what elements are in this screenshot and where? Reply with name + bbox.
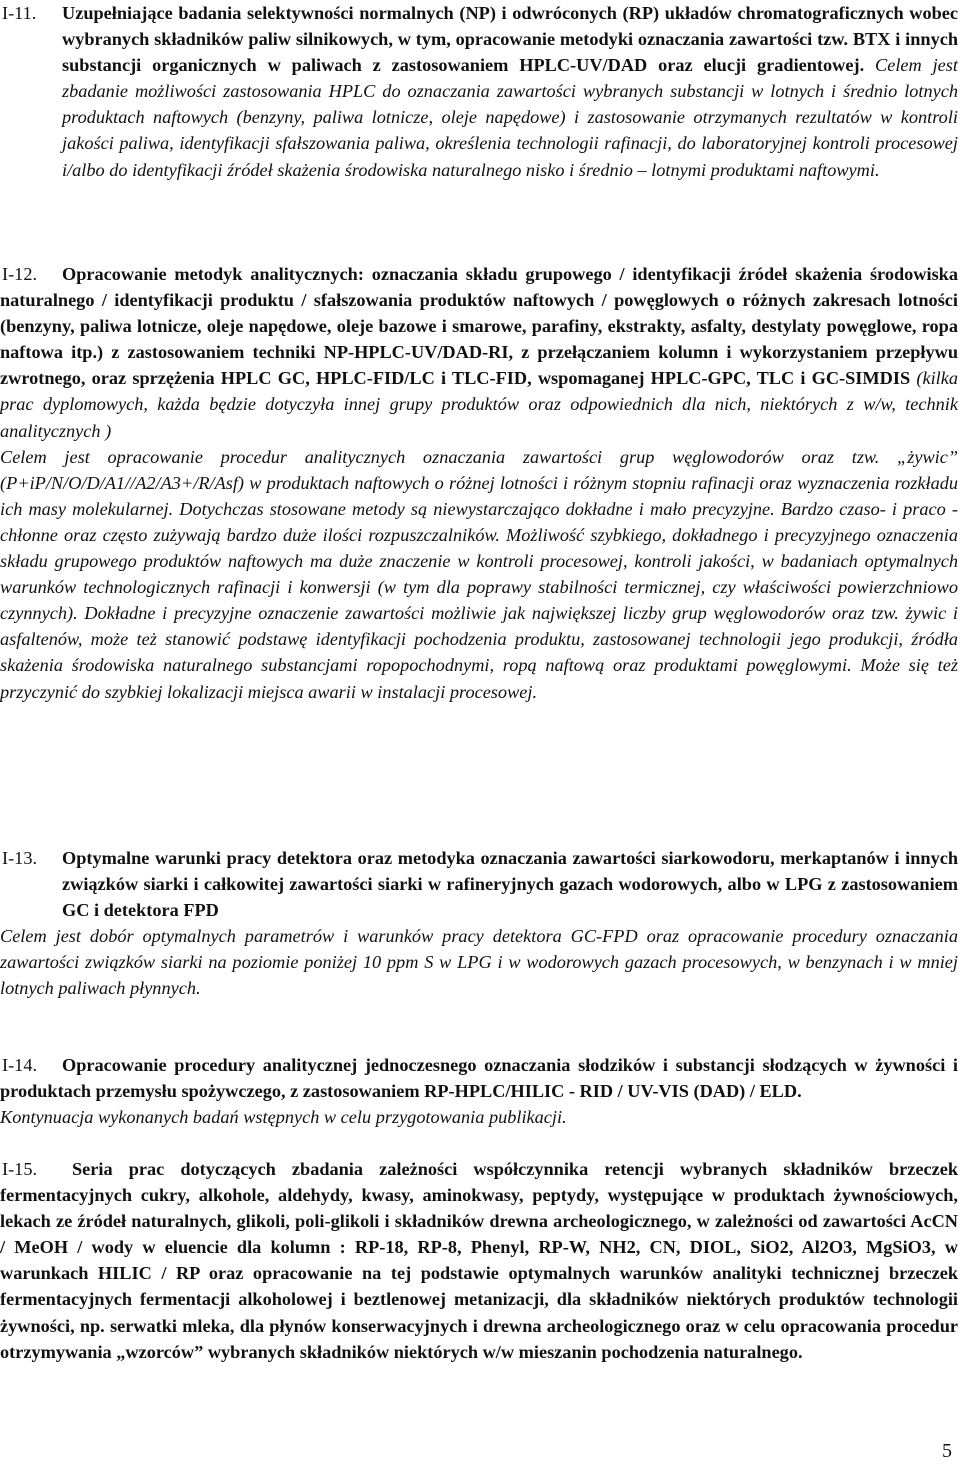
entry-title: Seria prac dotyczących zbadania zależności współczynnika retencji wybranych składników brzeczek fermentacyjnych cukry, alkohole, aldehydy, kwasy, aminokwasy, peptydy, występujące w produktach żywnościowych, lekach ze źródeł naturalnych, glikoli, poli-glikoli i składników drewna archeologicznego, w zależności od zawartości AcCN / MeOH / wody w eluencie dla kolumn : RP-18, RP-8, Phenyl, RP-W, NH2, CN, DIOL, SiO2, Al2O3, MgSiO3, w warunkach HILIC / RP oraz opracowanie na tej podstawie optymalnych warunków analityki technicznej brzeczek fermentacyjnych fermentacji alkoholowej i beztlenowej metanizacji, dla składników niektórych produktów technologii żywności, np. serwatki mleka, dla płynów konserwacyjnych i drewna archeologicznego oraz w celu opracowania procedur otrzymywania „wzorców” wybranych składników niektórych w/w mieszanin pochodzenia naturalnego. — [0, 1159, 958, 1362]
entry-description: Kontynuacja wykonanych badań wstępnych w celu przygotowania publikacji. — [0, 1107, 567, 1128]
entry-description: Celem jest zbadanie możliwości zastosowania HPLC do oznaczania zawartości wybranych substancji w lotnych i średnio lotnych produktach naftowych (benzyny, paliwa lotnicze, oleje napędowe) i zastosowanie otrzymanych rezultatów w kontroli jakości paliwa, identyfikacji sfałszowania paliwa, określenia technologii rafinacji, do laboratoryjnej kontroli procesowej i/albo do identyfikacji źródeł skażenia środowiska naturalnego nisko i średnio – lotnymi produktami naftowymi. — [62, 55, 958, 180]
entry-i-13 — [0, 845, 958, 1002]
entry-i-14 — [0, 1052, 958, 1130]
entry-note: (kilka prac dyplomowych, każda będzie dotyczyła innej grupy produktów oraz odpowiednich dla nich, niektórych z w/w, technik analitycznych ) — [0, 368, 958, 441]
entry-i-12 — [0, 261, 958, 705]
entry-title: Opracowanie metodyk analitycznych: oznaczania składu grupowego / identyfikacji źródeł skażenia środowiska naturalnego / identyfikacji produktu / sfałszowania produktów naftowych / powęglowych o różnych zakresach lotności (benzyny, paliwa lotnicze, oleje napędowe, oleje bazowe i smarowe, parafiny, ekstrakty, asfalty, destylaty powęglowe, ropa naftowa itp.) z zastosowaniem techniki NP-HPLC-UV/DAD-RI, z przełączaniem kolumn i wykorzystaniem przepływu zwrotnego, oraz sprzężenia HPLC GC, HPLC-FID/LC i TLC-FID, wspomaganej HPLC-GPC, TLC i GC-SIMDIS — [0, 264, 958, 389]
entry-title: Optymalne warunki pracy detektora oraz metodyka oznaczania zawartości siarkowodoru, merkaptanów i innych związków siarki i całkowitej zawartości siarki w rafineryjnych gazach wodorowych, albo w LPG z zastosowaniem GC i detektora FPD — [62, 848, 958, 921]
entry-description-continued: substancjami ropopochodnymi, ropą naftową oraz produktami powęglowymi. Może się też przyczynić do szybkiej lokalizacji miejsca awarii w instalacji procesowej. — [0, 655, 958, 702]
entry-i-11 — [0, 0, 958, 183]
entry-number: I-14. — [2, 1055, 38, 1075]
entry-body — [0, 261, 958, 705]
entry-description: Celem jest opracowanie procedur analitycznych oznaczania zawartości grup węglowodorów oraz tzw. „żywic” (P+iP/N/O/D/A1//A2/A3+/R/Asf) w produktach naftowych o różnej lotności i różnym stopniu rafinacji oraz wyznaczenia rozkładu ich masy molekularnej. Dotychczas stosowane metody są niewystarczająco dokładne i mało precyzyjne. Bardzo czaso- i praco - chłonne oraz często zużywają bardzo duże ilości rozpuszczalników. Możliwość szybkiego, dokładnego i precyzyjnego oznaczenia składu grupowego produktów naftowych ma duże znaczenie w kontroli procesowej, kontroli jakości, w badaniach optymalnych warunków technologicznych rafinacji i konwersji (w tym dla poprawy stabilności termicznej, czy właściwości powierzchniowo czynnych). Dokładne i precyzyjne oznaczenie zawartości możliwie jak największej liczby grup węglowodorów oraz tzw. żywic i asfaltenów, może też stanowić podstawę identyfikacji pochodzenia produktu, zastosowanej technologii jego produkcji, źródła skażenia środowiska naturalnego — [0, 446, 958, 676]
entry-number: I-15. — [2, 1159, 38, 1179]
entry-i-15 — [0, 1156, 958, 1365]
entry-number: I-11. — [2, 3, 37, 23]
entry-title: Uzupełniające badania selektywności normalnych (NP) i odwróconych (RP) układów chromatograficznych wobec wybranych składników paliw silnikowych, w tym, opracowanie metodyki oznaczania zawartości tzw. BTX i innych substancji organicznych w paliwach z zastosowaniem HPLC-UV/DAD oraz elucji gradientowej. — [62, 3, 958, 76]
entry-description: Celem jest dobór optymalnych parametrów i warunków pracy detektora GC-FPD oraz opracowanie procedury oznaczania zawartości związków siarki na poziomie poniżej 10 ppm S w LPG i w wodorowych gazach procesowych, w benzynach i w mniej lotnych paliwach płynnych. — [0, 926, 958, 999]
entry-number: I-13. — [2, 848, 38, 868]
entry-title: Opracowanie procedury analitycznej jednoczesnego oznaczania słodzików i substancji słodzących w żywności i produktach przemysłu spożywczego, z zastosowaniem RP-HPLC/HILIC - RID / UV-VIS (DAD) / ELD. — [0, 1055, 958, 1102]
entry-body — [0, 0, 958, 183]
page-number: 5 — [942, 1440, 952, 1462]
entry-number: I-12. — [2, 264, 38, 284]
